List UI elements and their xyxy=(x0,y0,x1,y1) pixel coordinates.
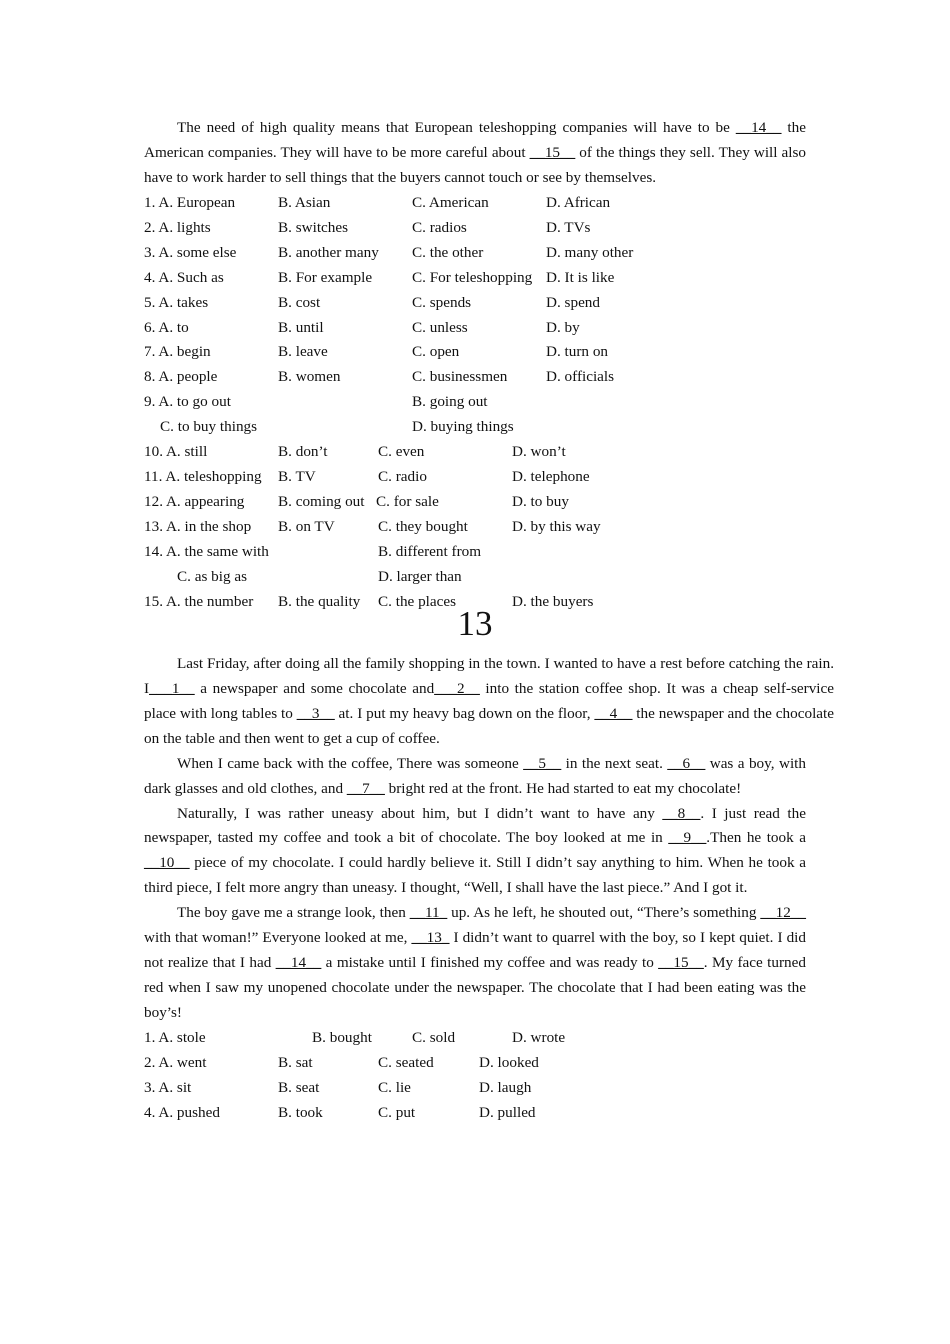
blank-1[interactable]: ___1__ xyxy=(149,679,195,697)
option-row: 4. A. Such as B. For example C. For teleshopping D. It is like xyxy=(144,268,615,286)
blank-15b[interactable]: __15__ xyxy=(658,954,704,972)
options-list-13 xyxy=(144,1026,806,1126)
option-row: 7. A. begin B. leave C. open D. turn on xyxy=(144,343,609,361)
blank-14b[interactable]: __14__ xyxy=(275,954,322,972)
blank-6[interactable]: __6__ xyxy=(667,754,706,772)
passage-13-paragraph-2: When I came back with the coffee, There was someone __5__ in the next seat. __6__ was a boy, with dark glasses and old clothes, and __7__ bright red at the front. He had started to eat my chocolate! xyxy=(144,754,806,797)
option-row: 3. A. sit B. seat C. lie D. laugh xyxy=(144,1078,532,1096)
option-row: 13. A. in the shop B. on TV C. they bought D. by this way xyxy=(144,518,601,536)
section-number: 13 xyxy=(457,603,493,643)
option-row: 3. A. some else B. another many C. the other D. many other xyxy=(144,243,634,261)
option-row: 12. A. appearing B. coming out C. for sale D. to buy xyxy=(144,493,569,511)
blank-8[interactable]: __8__ xyxy=(662,804,701,822)
option-row: 15. A. the number B. the quality C. the places D. the buyers xyxy=(144,592,594,610)
option-row: 6. A. to B. until C. unless D. by xyxy=(144,318,580,336)
option-row: 1. A. European B. Asian C. American D. African xyxy=(144,193,611,211)
passage-12-final-paragraph: The need of high quality means that European teleshopping companies will have to be __14__ the American companies. They will have to be more careful about __15__ of the things they sell. They will also have to work harder to sell things that the buyers cannot touch or see by themselves. xyxy=(144,119,806,186)
option-row: C. to buy things D. buying things xyxy=(160,418,514,436)
blank-14[interactable]: __14__ xyxy=(735,119,782,136)
blank-11[interactable]: __11_ xyxy=(409,904,448,922)
blank-15[interactable]: __15__ xyxy=(529,143,576,161)
option-row: 2. A. lights B. switches C. radios D. TVs xyxy=(144,218,591,236)
option-row: 10. A. still B. don’t C. even D. won’t xyxy=(144,443,566,461)
option-row: 9. A. to go out B. going out xyxy=(144,393,488,411)
blank-9[interactable]: __9__ xyxy=(668,829,707,847)
option-row: 2. A. went B. sat C. seated D. looked xyxy=(144,1054,539,1072)
passage-13-paragraph-4: The boy gave me a strange look, then __11_ up. As he left, he shouted out, “There’s something __12__ with that woman!” Everyone looked at me, __13_ I didn’t want to quarrel with the boy, so I kept quiet. I did not realize that I had __14__ a mistake until I finished my coffee and was ready to __15__. My face turned red when I saw my unopened chocolate under the newspaper. The chocolate that I had been eating was the boy’s! xyxy=(144,904,806,1022)
blank-2[interactable]: ___2__ xyxy=(434,679,480,697)
option-row: 1. A. stole B. bought C. sold D. wrote xyxy=(144,1029,566,1047)
blank-4[interactable]: __4__ xyxy=(594,704,633,722)
option-row: C. as big as D. larger than xyxy=(177,567,462,585)
blank-5[interactable]: __5__ xyxy=(523,754,562,772)
blank-7[interactable]: __7__ xyxy=(346,779,385,797)
blank-13[interactable]: __13_ xyxy=(411,929,450,947)
document-page xyxy=(144,116,834,1126)
passage-13-paragraph-3: Naturally, I was rather uneasy about him, but I didn’t want to have any __8__. I just read the newspaper, tasted my coffee and took a bit of chocolate. The boy looked at me in __9__.Then he took a __10__ piece of my chocolate. I could hardly believe it. Still I didn’t say anything to him. When he took a third piece, I felt more angry than uneasy. I thought, “Well, I shall have the last piece.” And I got it. xyxy=(144,804,806,897)
option-row: 14. A. the same with B. different from xyxy=(144,542,482,560)
blank-10[interactable]: __10__ xyxy=(144,854,190,872)
option-row: 11. A. teleshopping B. TV C. radio D. telephone xyxy=(144,468,590,486)
passage-13-paragraph-1: Last Friday, after doing all the family shopping in the town. I wanted to have a rest before catching the rain. I___1__ a newspaper and some chocolate and___2__ into the station coffee shop. It was a cheap self-service place with long tables to __3__ at. I put my heavy bag down on the floor, __4__ the newspaper and the chocolate on the table and then went to get a cup of coffee. xyxy=(144,654,834,747)
option-row: 4. A. pushed B. took C. put D. pulled xyxy=(144,1103,536,1121)
options-list-12 xyxy=(144,191,806,615)
option-row: 8. A. people B. women C. businessmen D. officials xyxy=(144,368,615,386)
blank-12[interactable]: __12__ xyxy=(760,904,806,922)
option-row: 5. A. takes B. cost C. spends D. spend xyxy=(144,293,600,311)
blank-3[interactable]: __3__ xyxy=(296,704,335,722)
